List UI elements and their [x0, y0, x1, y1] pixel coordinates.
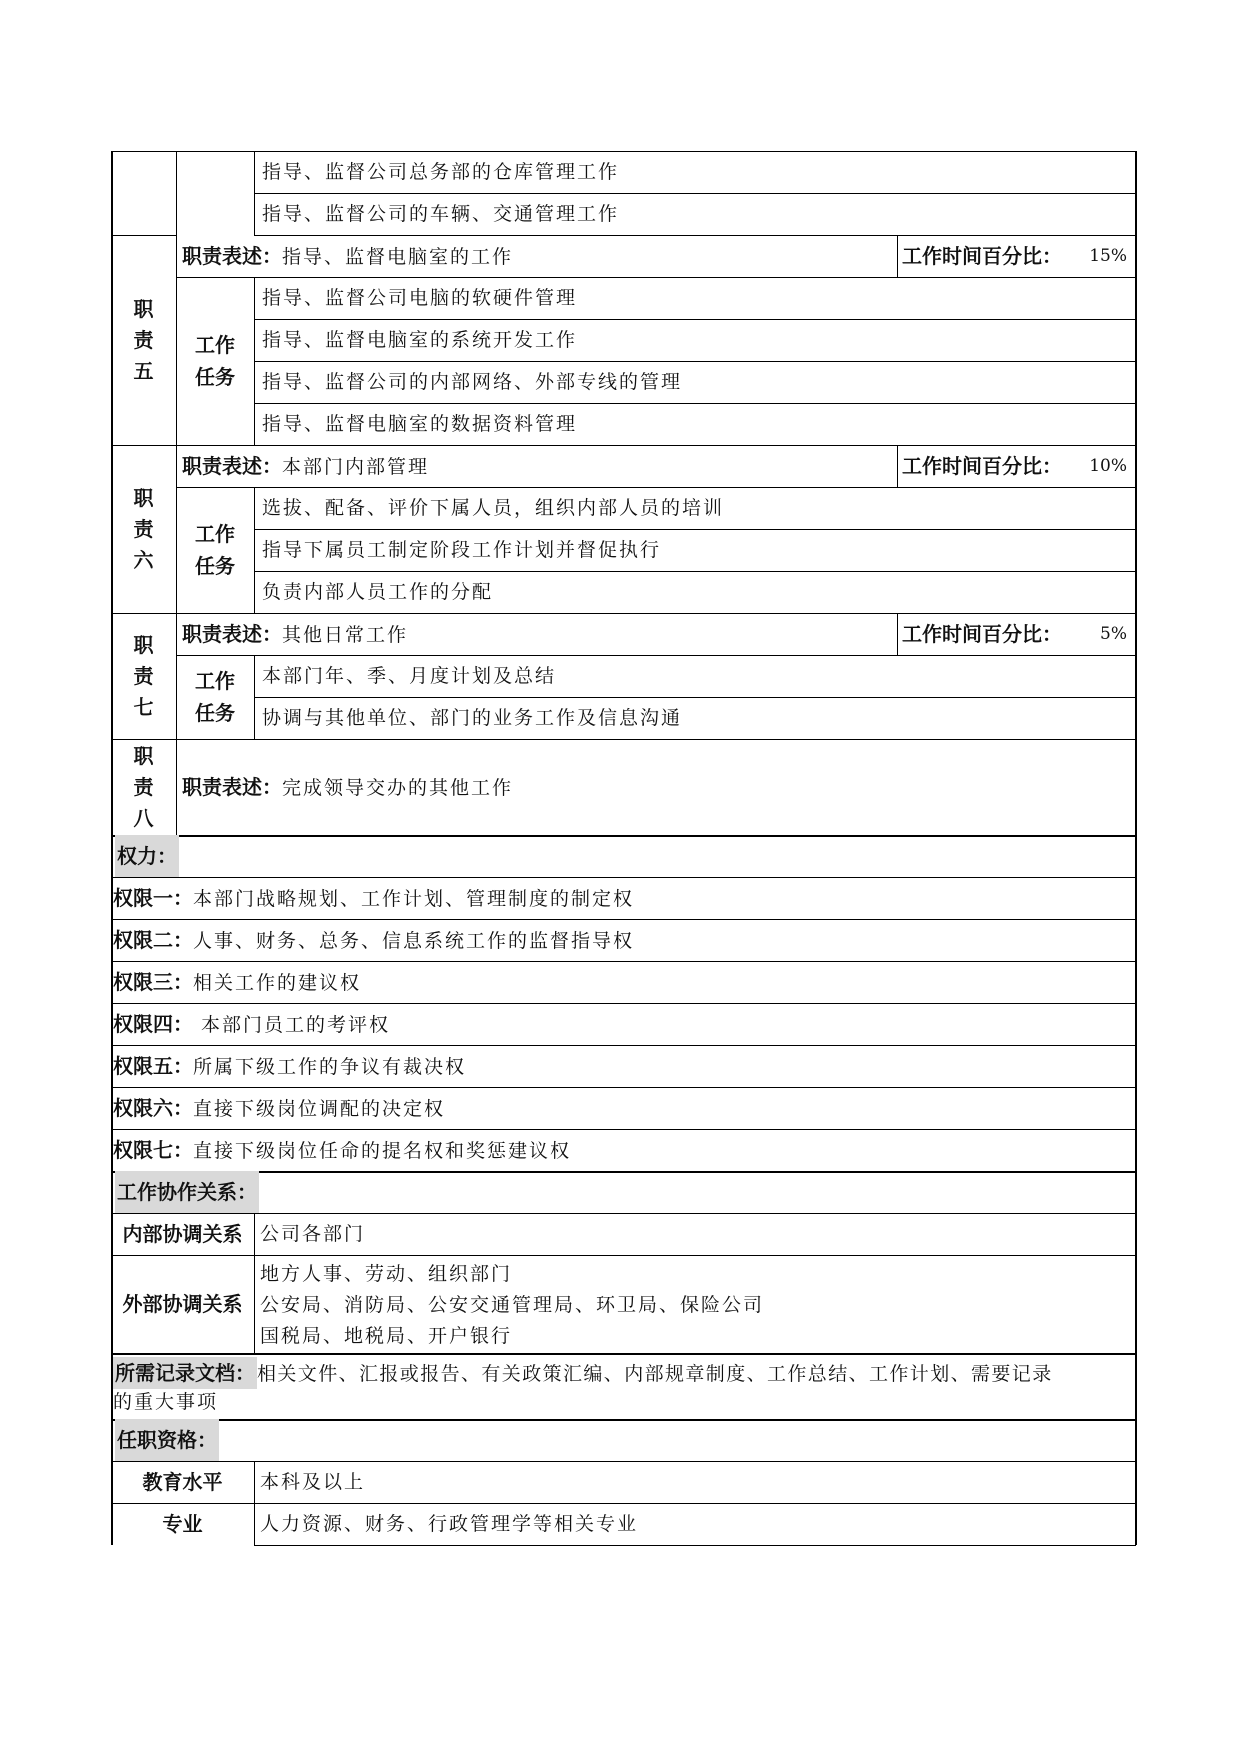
duty-description-text: 本部门内部管理 [282, 456, 430, 478]
duty-number-char: 责 [133, 774, 154, 799]
time-percentage-label: 工作时间百分比： [902, 454, 1062, 478]
authority-item-text: 人事、财务、总务、信息系统工作的监督指导权 [193, 930, 635, 952]
time-percentage-value: 10% [1089, 456, 1127, 476]
task-item: 本部门年、季、月度计划及总结 [262, 665, 557, 687]
duty-description-text: 其他日常工作 [282, 624, 409, 646]
work-tasks-label [176, 655, 254, 739]
v-rule [897, 445, 898, 487]
v-rule [254, 151, 255, 235]
duty-number-char: 职 [133, 743, 154, 768]
duty-description-text: 完成领导交办的其他工作 [282, 777, 514, 799]
section-header [115, 835, 1132, 877]
work-tasks-label-line: 任务 [195, 701, 235, 725]
authority-item-text: 相关工作的建议权 [193, 972, 362, 994]
duty-number-label [111, 235, 176, 445]
duty-number-label [111, 739, 176, 835]
authority-item [113, 1003, 1132, 1045]
internal-relation-label: 内部协调关系 [122, 1222, 243, 1246]
qualification-value: 人力资源、财务、行政管理学等相关专业 [260, 1513, 639, 1535]
qualification-value: 本科及以上 [260, 1471, 366, 1493]
duty-number-char: 八 [133, 805, 154, 830]
time-percentage-value: 15% [1089, 246, 1127, 266]
duty-number-char: 职 [133, 485, 154, 510]
v-rule [254, 1461, 255, 1545]
h-rule [111, 151, 1136, 152]
authority-item-label: 权限六： [113, 1096, 193, 1120]
authority-item-label: 权限二： [113, 928, 193, 952]
duty-description [182, 445, 895, 487]
duty-description [182, 613, 895, 655]
duty-description-text: 指导、监督电脑室的工作 [282, 246, 514, 268]
time-percentage [902, 445, 1127, 487]
work-tasks-label-line: 工作 [195, 522, 235, 546]
v-rule [254, 1213, 255, 1353]
duty-description-label: 职责表述： [182, 775, 282, 799]
authority-item [113, 1129, 1132, 1171]
duty-number-char: 七 [133, 694, 154, 719]
authority-item-label: 权限四： [113, 1012, 193, 1036]
external-relation-line: 国税局、地税局、开户银行 [260, 1325, 513, 1347]
authority-item-text: 所属下级工作的争议有裁决权 [193, 1056, 467, 1078]
authority-item-text: 本部门员工的考评权 [193, 1014, 391, 1036]
records-line [113, 1357, 1132, 1389]
authority-item-label: 权限一： [113, 886, 193, 910]
records-label: 所需记录文档： [113, 1357, 257, 1389]
v-rule [176, 739, 177, 835]
work-tasks-label [176, 487, 254, 613]
time-percentage-label: 工作时间百分比： [902, 244, 1062, 268]
v-rule [111, 151, 113, 1545]
task-item: 协调与其他单位、部门的业务工作及信息沟通 [262, 707, 683, 729]
v-rule [254, 487, 255, 613]
authority-item [113, 919, 1132, 961]
duty-number-char: 责 [133, 327, 154, 352]
task-item: 指导、监督电脑室的数据资料管理 [262, 413, 578, 435]
time-percentage [902, 613, 1127, 655]
job-description-table [111, 151, 1136, 1545]
h-rule [111, 1353, 1136, 1355]
time-percentage [902, 235, 1127, 277]
authority-item-text: 直接下级岗位调配的决定权 [193, 1098, 446, 1120]
authority-item-text: 直接下级岗位任命的提名权和奖惩建议权 [193, 1140, 572, 1162]
duty-number-char: 责 [133, 663, 154, 688]
v-rule [176, 445, 177, 613]
h-rule [111, 1255, 1136, 1256]
section-header [115, 1171, 1132, 1213]
task-item: 指导、监督公司电脑的软硬件管理 [262, 287, 578, 309]
duty-description-label: 职责表述： [182, 244, 282, 268]
authority-item [113, 1087, 1132, 1129]
work-tasks-label [176, 277, 254, 445]
authority-item-text: 本部门战略规划、工作计划、管理制度的制定权 [193, 888, 635, 910]
task-item: 选拔、配备、评价下属人员，组织内部人员的培训 [262, 497, 725, 519]
work-tasks-label-line: 工作 [195, 669, 235, 693]
work-tasks-label-line: 任务 [195, 554, 235, 578]
external-relation-line: 地方人事、劳动、组织部门 [260, 1263, 513, 1285]
v-rule [176, 151, 177, 235]
duty-description-label: 职责表述： [182, 622, 282, 646]
qualification-label: 教育水平 [142, 1470, 223, 1494]
duty-number-label [111, 445, 176, 613]
v-rule [254, 655, 255, 739]
duty-number-char: 职 [133, 632, 154, 657]
v-rule [176, 613, 177, 739]
v-rule [1135, 151, 1137, 1545]
task-item: 指导、监督电脑室的系统开发工作 [262, 329, 578, 351]
cooperation-header: 工作协作关系： [115, 1171, 259, 1213]
external-relation-label: 外部协调关系 [122, 1292, 243, 1316]
records-text: 相关文件、汇报或报告、有关政策汇编、内部规章制度、工作总结、工作计划、需要记录 [257, 1363, 1053, 1385]
v-rule [897, 235, 898, 277]
task-item: 指导、监督公司的内部网络、外部专线的管理 [262, 371, 683, 393]
task-item: 指导、监督公司的车辆、交通管理工作 [262, 203, 620, 225]
duty-number-label [111, 613, 176, 739]
authority-item [113, 961, 1132, 1003]
authority-header: 权力： [115, 835, 179, 877]
records-text-continued: 的重大事项 [113, 1391, 219, 1413]
v-rule [176, 235, 177, 445]
authority-item-label: 权限五： [113, 1054, 193, 1078]
qualification-label: 专业 [162, 1512, 203, 1536]
duty-description [182, 739, 1132, 835]
internal-relation-value: 公司各部门 [260, 1223, 366, 1245]
authority-item-label: 权限七： [113, 1138, 193, 1162]
v-rule [254, 277, 255, 445]
v-rule [897, 613, 898, 655]
authority-item [113, 1045, 1132, 1087]
authority-item [113, 877, 1132, 919]
qualification-header: 任职资格： [115, 1419, 219, 1461]
section-header [115, 1419, 1132, 1461]
external-relation-line: 公安局、消防局、公安交通管理局、环卫局、保险公司 [260, 1294, 765, 1316]
duty-number-char: 职 [133, 296, 154, 321]
task-item: 指导下属员工制定阶段工作计划并督促执行 [262, 539, 662, 561]
duty-description-label: 职责表述： [182, 454, 282, 478]
h-rule [254, 1545, 1136, 1546]
task-item: 负责内部人员工作的分配 [262, 581, 494, 603]
time-percentage-label: 工作时间百分比： [902, 622, 1062, 646]
duty-number-char: 五 [133, 358, 154, 383]
work-tasks-label-line: 工作 [195, 333, 235, 357]
duty-number-char: 六 [133, 547, 154, 572]
work-tasks-label-line: 任务 [195, 365, 235, 389]
authority-item-label: 权限三： [113, 970, 193, 994]
task-item: 指导、监督公司总务部的仓库管理工作 [262, 161, 620, 183]
duty-description [182, 235, 895, 277]
duty-number-char: 责 [133, 516, 154, 541]
time-percentage-value: 5% [1100, 624, 1127, 644]
